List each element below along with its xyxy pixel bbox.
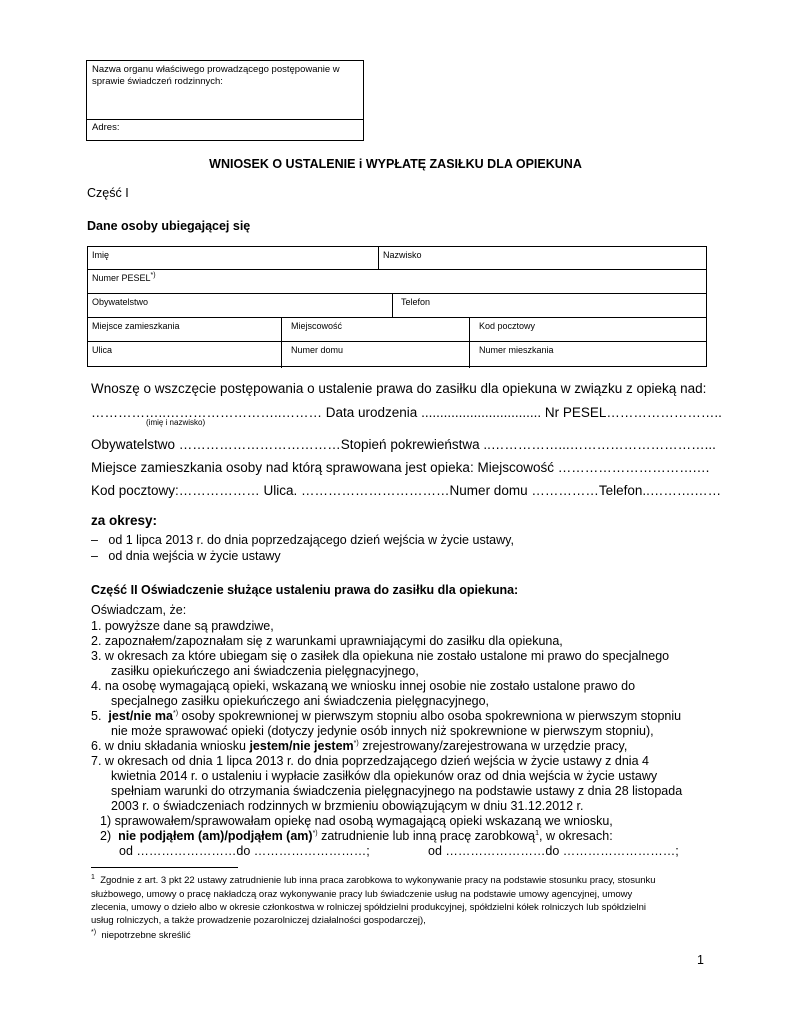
period-item-text: od dnia wejścia w życie ustawy: [108, 549, 281, 563]
postal-code-field[interactable]: Kod pocztowy: [479, 321, 536, 331]
ward-name-line[interactable]: ……………..……………………..……… Data urodzenia ................................ Nr PESEL……………………..: [91, 405, 722, 420]
pesel-footnote-mark: *): [150, 272, 156, 279]
ward-citizenship-line[interactable]: Obywatelstwo ………………………………Stopień pokrewieństwa ..……………...…………………………...: [91, 437, 716, 452]
declaration-item-4: 4. na osobę wymagającą opieki, wskazaną we wniosku innej osobie nie zostało ustalone prawo do: [91, 679, 636, 693]
ward-name-note: (imię i nazwisko): [146, 418, 206, 427]
declaration-item-6: [91, 739, 627, 754]
item-text: 6. w dniu składania wniosku: [91, 739, 250, 753]
item-text: zatrudnienie lub inną pracę zarobkową: [317, 829, 536, 843]
ward-residence-line[interactable]: Miejsce zamieszkania osoby nad którą sprawowana jest opieka: Miejscowość ………………………….…: [91, 460, 710, 475]
pesel-field[interactable]: [92, 273, 156, 284]
residence-field[interactable]: Miejsce zamieszkania: [92, 321, 180, 331]
footnote-mark: 1: [535, 829, 540, 837]
item-number: 5.: [91, 709, 102, 723]
item-text: zrejestrowany/zarejestrowana w urzędzie pracy,: [358, 739, 628, 753]
applicant-heading: Dane osoby ubiegającej się: [87, 219, 251, 233]
declaration-item-7-cont: spełniam warunki do otrzymania świadczenia pielęgnacyjnego na podstawie ustawy z dnia 28 listopada: [111, 784, 683, 798]
footnote-number: *): [91, 928, 97, 936]
footnote-separator: [91, 867, 238, 868]
part2-heading: Część II Oświadczenie służące ustaleniu prawa do zasiłku dla opiekuna:: [91, 583, 519, 597]
street-field[interactable]: Ulica: [92, 345, 113, 355]
apartment-number-field[interactable]: Numer mieszkania: [479, 345, 554, 355]
declaration-item-1: 1. powyższe dane są prawdziwe,: [91, 619, 274, 633]
pesel-label: Numer PESEL: [92, 273, 151, 283]
authority-name-label: Nazwa organu właściwego prowadzącego postępowanie w sprawie świadczeń rodzinnych:: [92, 64, 340, 87]
footnote-1-line-3: zlecenia, umowy o dzieło albo w okresie członkostwa w rolniczej spółdzielni produkcyjnej, spółdzielni kółek rolniczych lub spółdzielni: [91, 902, 646, 913]
employment-choice[interactable]: nie podjąłem (am)/podjąłem (am): [118, 829, 313, 843]
period-item-text: od 1 lipca 2013 r. do dnia poprzedzającego dzień wejścia w życie ustawy,: [108, 533, 514, 547]
declaration-item-7-cont: 2003 r. o świadczeniach rodzinnych w brzmieniu obowiązującym w dniu 31.12.2012 r.: [111, 799, 584, 813]
footnote-2: [91, 930, 191, 942]
footnote-number: 1: [91, 873, 95, 881]
declaration-item-7: 7. w okresach od dnia 1 lipca 2013 r. do dnia poprzedzającego dzień wejścia w życie ustawy z dnia 4: [91, 754, 649, 768]
sub-item-1: 1) sprawowałem/sprawowałam opiekę nad osobą wymagającą opieki wskazaną we wniosku,: [100, 814, 613, 828]
footnote-mark: *): [173, 709, 179, 717]
footnote-1-line-4: usług rolniczych, a także prowadzenie pozarolniczej działalności gospodarczej),: [91, 915, 426, 926]
last-name-field[interactable]: Nazwisko: [383, 250, 422, 260]
first-name-field[interactable]: Imię: [92, 250, 110, 260]
request-intro: Wnoszę o wszczęcie postępowania o ustalenie prawa do zasiłku dla opiekuna w związku z opieką nad:: [91, 381, 707, 396]
house-number-field[interactable]: Numer domu: [291, 345, 344, 355]
registration-choice[interactable]: jestem/nie jestem: [249, 739, 354, 753]
periods-heading: za okresy:: [91, 513, 158, 528]
period-dates-left[interactable]: od ……………………do ………………………;: [119, 844, 370, 858]
address-label: Adres:: [92, 122, 120, 133]
dash-bullet: –: [91, 549, 109, 563]
page-number: 1: [697, 953, 704, 967]
footnote-mark: *): [312, 829, 318, 837]
footnote-text: Zgodnie z art. 3 pkt 22 ustawy zatrudnienie lub inna praca zarobkowa to wykonywanie pracy na podstawie stosunku pracy, stosunku: [100, 875, 656, 886]
declaration-item-7-cont: kwietnia 2014 r. o ustaleniu i wypłacie zasiłków dla opiekunów oraz od dnia wejścia w życie ustawy: [111, 769, 658, 783]
declaration-item-3: 3. w okresach za które ubiegam się o zasiłek dla opiekuna nie zostało ustalone mi prawo do specjalnego: [91, 649, 670, 663]
sub-item-2: [100, 829, 613, 844]
footnote-text: niepotrzebne skreślić: [101, 930, 191, 941]
period-item-2: [91, 549, 281, 564]
declaration-intro: Oświadczam, że:: [91, 603, 187, 617]
footnote-1-line-2: służbowego, umowy o pracę nakładczą oraz wykonywanie pracy lub świadczenie usług na podstawie umowy agencyjnej, umowy: [91, 889, 633, 900]
declaration-item-2: 2. zapoznałem/zapoznałam się z warunkami uprawniającymi do zasiłku dla opiekuna,: [91, 634, 563, 648]
applicant-form: [87, 246, 707, 367]
declaration-item-5-cont: nie może sprawować opieki (dotyczy jedynie osób innych niż spokrewnione w pierwszym stopniu),: [111, 724, 654, 738]
relative-choice[interactable]: jest/nie ma: [108, 709, 174, 723]
declaration-item-4-cont: specjalnego zasiłku opiekuńczego ani świadczenia pielęgnacyjnego,: [111, 694, 490, 708]
dash-bullet: –: [91, 533, 109, 547]
period-item-1: [91, 533, 514, 548]
footnote-mark: *): [353, 739, 359, 747]
item-text: , w okresach:: [539, 829, 613, 843]
item-text: osoby spokrewnionej w pierwszym stopniu albo osoba spokrewniona w pierwszym stopniu: [178, 709, 682, 723]
phone-field[interactable]: Telefon: [401, 297, 431, 307]
footnote-1: [91, 875, 656, 887]
ward-address-line[interactable]: Kod pocztowy:……………… Ulica. ……………………………Numer domu ……………Telefon..……….……: [91, 483, 722, 498]
town-field[interactable]: Miejscowość: [291, 321, 343, 331]
period-dates-right[interactable]: od ……………………do ………………………;: [428, 844, 679, 858]
item-number: 2): [100, 829, 112, 843]
declaration-item-3-cont: zasiłku opiekuńczego ani świadczenia pielęgnacyjnego,: [111, 664, 419, 678]
declaration-item-5: [91, 709, 681, 724]
citizenship-field[interactable]: Obywatelstwo: [92, 297, 149, 307]
page-title: WNIOSEK O USTALENIE i WYPŁATĘ ZASIŁKU DLA OPIEKUNA: [209, 157, 582, 171]
authority-box: [86, 60, 364, 141]
part1-label: Część I: [87, 186, 129, 200]
